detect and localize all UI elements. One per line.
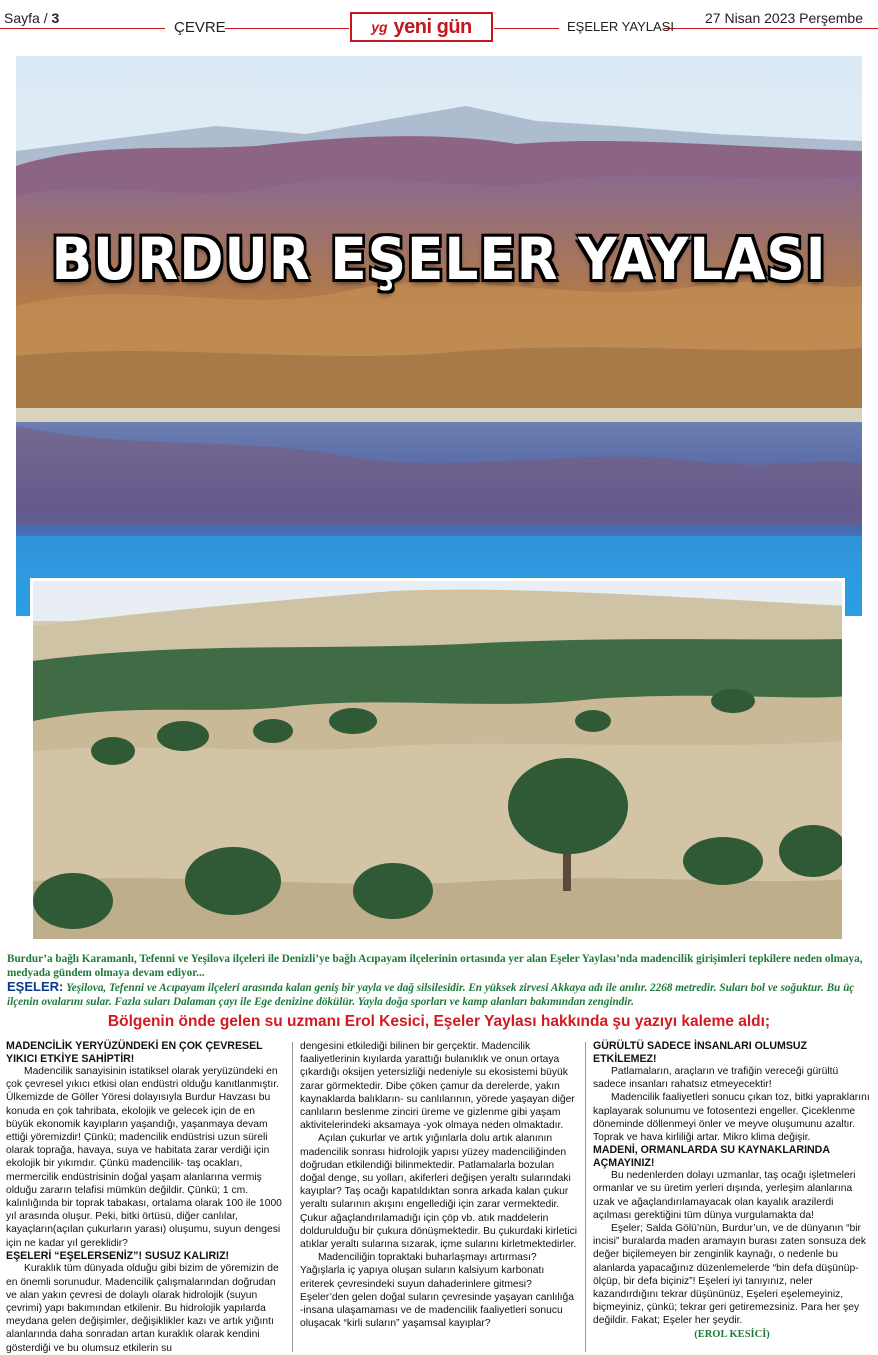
column3-paragraph-1: Patlamaların, araçların ve trafiğin vereceği gürültü sadece insanları rahatsız etmeyecektir! (593, 1066, 839, 1091)
logo-mark: yg (371, 19, 388, 35)
column1-heading-2: EŞELERİ “EŞELERSENİZ”! SUSUZ KALIRIZ! (6, 1249, 230, 1262)
eseler-text: Yeşilova, Tefenni ve Acıpayam ilçeleri arasında kalan geniş bir yayla ve dağ silsilesidir. En yüksek zirvesi Akkaya adı ile anılır. 2268 metredir. Suları bol ve soğuktur. Bu üç ilçenin ovalarını sular. Fazla suları Dalaman çayı ile Ege denizine dökülür. Yayla doğa sporları ve kamp alanları bakımından zengindir. (7, 982, 855, 1008)
column1-paragraph-2: Kuraklık tüm dünyada olduğu gibi bizim de yöremizin de en önemli sorunudur. Madencilik çalışmalarından doğrudan ve alan yakın çevresi de dolaylı olarak hidrolojik (suyun çevrimi) yapı bakımından etkilenir. Bu hidrolojik yapılarda meydana gelen değişimler, değişiklikler kazı ve artık yığıntı alanlarında daha sonradan artan kuraklık olarak kendini gösterdiği ve bu olumsuz etkilerin su (6, 1263, 279, 1354)
plateau-photo (30, 578, 845, 942)
column1-heading-1: MADENCİLİK YERYÜZÜNDEKİ EN ÇOK ÇEVRESEL YIKICI ETKİYE SAHİPTİR! (6, 1040, 263, 1065)
logo-name: yeni gün (393, 15, 472, 38)
column-divider-2 (585, 1042, 586, 1352)
article-column-1 (6, 1040, 285, 1355)
article-column-3 (593, 1040, 871, 1341)
author-signature: (EROL KESİCİ) (694, 1328, 770, 1340)
article-intro-heading: Bölgenin önde gelen su uzmanı Erol Kesici, Eşeler Yaylası hakkında şu yazıyı kaleme aldı; (107, 1013, 771, 1030)
article-column-2 (300, 1040, 577, 1330)
column3-paragraph-4: Eşeler; Salda Gölü’nün, Burdur’un, ve de dünyanın “bir incisi” buralarda maden aramayın burası zaten sonsuza dek değer biçilemeyen bir zenginlik kaynağı, o nedenle bu alanlarda yapacağınız düzenlemelerde “bin defa düşünüp- ölçüp, bir defa biçiniz”! Eşeleri iyi tanıyınız, neler kazandırdığını tekrar düşününüz, Eşeleri eşelemeyiniz, biçmeyiniz, çünkü; tekrar geri getiremezsiniz. Para her şey değildir. Fakat; Eşeler her şeydir. (593, 1223, 867, 1327)
eseler-info (7, 980, 871, 1009)
column3-paragraph-3: Bu nedenlerden dolayı uzmanlar, taş ocağı işletmeleri ormanlar ve su üretim yerleri dışında, yerleşim alanlarına uzak ve ağaçlandırılamayacak olan kayalık arazilerdi açılması gerektiğini tüm dünya vurgulamakta da! (593, 1170, 856, 1221)
column-divider-1 (292, 1042, 293, 1352)
column3-paragraph-2: Madencilik faaliyetleri sonucu çıkan toz, bitki yapraklarını kaplayarak solunumu ve fotosentezi engeller. Çiceklenme döneminde döllenmeyi önler ve meyve oluşumunu azaltır. Toprak ve hava kirliliği artar. Mikro klima değişir. (593, 1092, 870, 1144)
plateau-photo-illustration (33, 581, 845, 942)
page-number-label: Sayfa / 3 (4, 10, 60, 26)
column2-paragraph-1: dengesini etkilediği bilinen bir gerçektir. Madencilik faaliyetlerinin kıyılarda yarattığı bulanıklık ve onun ortaya çıkardığı oksijen yetersizliği nedeniyle su ekosistemi büyük zarar görmektedir. Dibe çöken çamur da derelerde, yakın kaynaklarda balıkların- su canlılarının, yörede yaşayan diğer canlıların beslenme zinciri üreme ve gizlenme gibi yaşam aktivitelerindeki aksamaya -yok olmaya neden olmaktadır. (300, 1041, 575, 1132)
column3-heading-1: GÜRÜLTÜ SADECE İNSANLARI OLUMSUZ ETKİLEMEZ! (593, 1040, 808, 1065)
newspaper-logo (350, 12, 493, 42)
header-rule-left (0, 28, 165, 29)
section-name: ÇEVRE (174, 19, 226, 36)
photo-caption: Burdur’a bağlı Karamanlı, Tefenni ve Yeşilova ilçeleri ile Denizli’ye bağlı Acıpayam ilçelerinin ortasında yer alan Eşeler Yaylası’nda madencilik girişimleri tepkilere neden olmaya, medyada gündem olmaya devam ediyor... (7, 953, 863, 979)
column1-paragraph-1: Madencilik sanayisinin istatiksel olarak yeryüzündeki en çok çevresel yıkıcı etkisi olan endüstri olduğu kanıtlanmıştır. Ülkemizde de Göller Yöresi dolayısıyla Burdur Havzası bu konuda en çok tahribata, ekolojik ve gelecek için de en büyük ekonomik kayıpların yaşandığı, yaşanmaya devam ettiği yöremizdir! Çünkü; madencilik endüstrisi uzun süreli olarak toprağa, havaya, suya ve habitata zarar verdiği için ekolojik bir yıkımdır. Çünkü madencilik- taş ocakları, mermercilik endüstrisinin doğal yaşam alanlarına vermiş olduğu zararın telafisi mümkün değildir. Çünkü; 1 cm. kalınlığında bir toprak tabakası, ortalama olarak 100 ile 1000 yıl arasında oluşur. Peki, bitki örtüsü, diğer canlılar, kayaçların(açılan çukurların yarası) oluşumu, suyun dengesi için ne kadar yıl gereklidir? (6, 1066, 282, 1249)
column3-heading-2: MADENİ, ORMANLARDA SU KAYNAKLARINDA AÇMAYINIZ! (593, 1144, 830, 1169)
header-rule-mid-right (494, 28, 559, 29)
eseler-label: EŞELER: (7, 979, 64, 994)
lake-mountain-photo (16, 56, 862, 616)
lake-photo-illustration (16, 56, 862, 616)
column2-paragraph-3: Madenciliğin topraktaki buharlaşmayı artırması? Yağışlarla iç yapıya oluşan suların kalsiyum karbonatı eriterek çevresindeki suyun dahaderinlere gitmesi? Eşeler’den gelen doğal suların çevresinde yaşayan canlılığa -insana ulaşamaması ve de madencilik faaliyetleri sonucu oluşacak “kirli suların” yaşamsal kayıplar? (300, 1252, 574, 1330)
column2-paragraph-2: Açılan çukurlar ve artık yığınlarla dolu artık alanının madencilik sonrası hidrolojik yapısı yüzey madenciliğinden doğrudan etkilendiği bilinmektedir. Patlamalarla bozulan doğal denge, su yolları, akiferleri değişen yeraltı sularındaki kayıplar? Taş ocağı kapatıldıktan sonra arkada kalan çukur yeraltı sularının akışını engellediği için zarar vermektedir. Çukur ağaçlandırılamadığı için çöp vb. atık maddelerin doldurulduğu bir çukura dönüşmektedir. Bu çukurdaki kirletici atıklar yeraltı sularına sızarak, içme sularını kirletmektedirler. (300, 1133, 578, 1251)
topic-label: EŞELER YAYLASI (567, 19, 674, 34)
issue-date: 27 Nisan 2023 Perşembe (705, 10, 863, 26)
page-header (0, 0, 878, 46)
page-headline: BURDUR EŞELER YAYLASI (51, 225, 827, 293)
header-rule-right (664, 28, 878, 29)
header-rule-mid-left (225, 28, 349, 29)
